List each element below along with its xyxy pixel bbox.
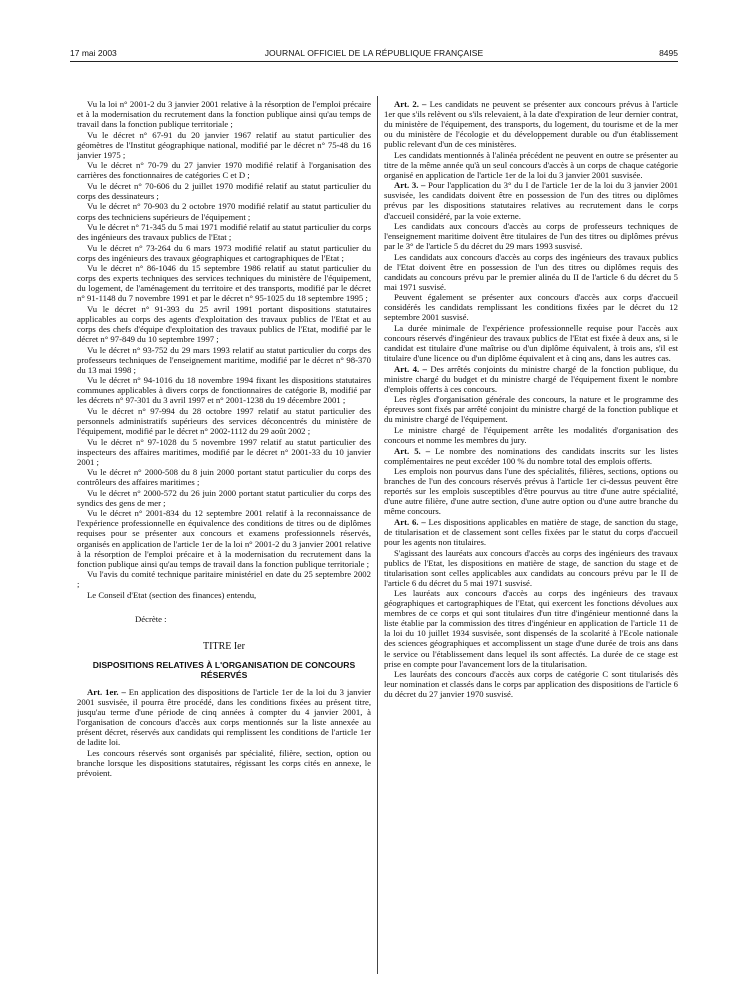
- header-rule: [70, 61, 678, 62]
- article-text: La durée minimale de l'expérience professionnelle requise pour l'accès aux concours réservés d'ingénieur des travaux publics de l'Etat est fixée à deux ans, si le candidat est titulaire d'une maîtrise ou d'un diplôme équivalent, à trois ans, s'il est titulaire d'une licence ou d'un diplôme équivalent et à cinq ans, dans les autres cas.: [384, 323, 678, 364]
- article-paragraph: [384, 588, 678, 668]
- article-label: Art. 3. –: [394, 180, 426, 191]
- article-paragraph: [384, 252, 678, 292]
- article-paragraph: Les concours réservés sont organisés par spécialité, filière, section, option ou branche lorsque les dispositions statutaires, régissant les corps cités en annexe, le prévoient.: [77, 747, 371, 778]
- article-text: Les lauréats des concours d'accès aux corps de catégorie C sont titularisés dès leur nomination et classés dans le corps par application des dispositions de l'article 6 du décret du 27 janvier 1970 susvisé.: [384, 669, 678, 700]
- article-paragraph: [384, 548, 678, 588]
- visa-paragraph: Vu le décret n° 97-1028 du 5 novembre 1997 relatif au statut particulier des inspecteurs des affaires maritimes, modifié par le décret n° 2001-33 du 10 janvier 2001 ;: [77, 436, 371, 467]
- visa-paragraph: Vu le décret n° 91-393 du 25 avril 1991 portant dispositions statutaires applicables au corps des agents d'exploitation des travaux publics de l'Etat et au corps des chefs d'équipe d'exploitation des travaux publics de l'Etat, modifié par le décret n° 97-849 du 10 septembre 1997 ;: [77, 303, 371, 345]
- header-date: 17 mai 2003: [70, 48, 117, 58]
- decrete-line: Décrète :: [135, 613, 167, 624]
- article-text: Le ministre chargé de l'équipement arrête les modalités d'organisation des concours et nomme les membres du jury.: [384, 425, 678, 446]
- article-text: Les candidats mentionnés à l'alinéa précédent ne peuvent en outre se présenter au titre de la même année qu'à un seul concours d'accès à un corps de chaque catégorie organisé en application de l'article 1er de la loi du 3 janvier 2001 susvisée.: [384, 149, 678, 180]
- article-label: Art. 6. –: [394, 516, 426, 527]
- article-text: Les emplois non pourvus dans l'une des spécialités, filières, sections, options ou branches de l'un des concours réservés prévus à l'article 1er ci-dessus peuvent être reportés sur les emplois susceptibles d'être pourvus au titre d'une autre spécialité, d'une autre filière, d'une autre section, d'une autre option ou d'une autre branche du même concours.: [384, 466, 678, 517]
- article-text: Les règles d'organisation générale des concours, la nature et le programme des épreuves sont fixés par arrêté conjoint du ministre chargé de la fonction publique et du ministre chargé de l'équipement.: [384, 394, 678, 425]
- article-paragraph-start: [384, 180, 678, 220]
- visa-paragraph: Vu le décret n° 70-903 du 2 octobre 1970 modifié relatif au statut particulier du corps des techniciens supérieurs de l'équipement ;: [77, 201, 371, 222]
- visa-paragraph: Vu le décret n° 2000-572 du 26 juin 2000 portant statut particulier du corps des syndics des gens de mer ;: [77, 487, 371, 508]
- journal-title: JOURNAL OFFICIEL DE LA RÉPUBLIQUE FRANÇAISE: [264, 48, 484, 58]
- article-paragraph: [384, 292, 678, 322]
- article-paragraph: [384, 425, 678, 445]
- article-text: Les candidats aux concours d'accès au corps de professeurs techniques de l'enseignement maritime doivent être titulaires de l'un des titres ou diplômes prévus par le 3° de l'article 5 du décret du 29 mars 1993 susvisé.: [384, 221, 678, 252]
- left-column: [77, 99, 371, 979]
- section-title: DISPOSITIONS RELATIVES À L'ORGANISATION DE CONCOURS RÉSERVÉS: [92, 659, 356, 681]
- visa-paragraph: Vu le décret n° 93-752 du 29 mars 1993 relatif au statut particulier du corps des professeurs techniques de l'enseignement maritime, modifié par le décret n° 98-370 du 13 mai 1998 ;: [77, 344, 371, 375]
- right-column: [384, 99, 678, 979]
- visa-paragraph: Vu le décret n° 97-994 du 28 octobre 1997 relatif au statut particulier des personnels administratifs supérieurs des services déconcentrés du ministère de l'équipement, modifié par le décret n° 2002-1112 du 29 août 2002 ;: [77, 405, 371, 436]
- article-1-paragraph: [77, 687, 371, 747]
- article-text: Peuvent également se présenter aux concours d'accès aux corps d'accueil considérés les candidats remplissant les conditions fixées par le décret du 12 septembre 2001 susvisé.: [384, 292, 678, 323]
- visa-paragraph: Vu la loi n° 2001-2 du 3 janvier 2001 relative à la résorption de l'emploi précaire et à la modernisation du recrutement dans la fonction publique ainsi qu'au temps de travail dans la fonction publique territoriale ;: [77, 99, 371, 130]
- article-text: Les dispositions applicables en matière de stage, de sanction du stage, de titularisation et de classement sont celles fixées par le statut du corps d'accueil pour les agents non titulaires.: [384, 516, 678, 548]
- article-text: En application des dispositions de l'article 1er de la loi du 3 janvier 2001 susvisée, il pourra être procédé, dans les conditions fixées au présent titre, jusqu'au terme d'une période de cinq années à compter du 4 janvier 2001, à l'organisation de concours d'accès aux corps mentionnés sur la liste annexée au présent décret, réservés aux candidats qui remplissent les conditions de l'article 1er de ladite loi.: [77, 686, 371, 748]
- article-text: Les candidats ne peuvent se présenter aux concours prévus à l'article 1er que s'ils relèvent ou s'ils relevaient, à la date d'expiration de leur dernier contrat, du ministère de l'équipement, des transports, du logement, du tourisme et de la mer ou du ministère de l'écologie et du développement durable ou d'un établissement public relevant d'un de ces ministères.: [384, 99, 678, 150]
- visa-paragraph: Vu le décret n° 70-79 du 27 janvier 1970 modifié relatif à l'organisation des carrières des fonctionnaires de catégories C et D ;: [77, 160, 371, 181]
- article-paragraph: [384, 323, 678, 363]
- visa-paragraph: Vu le décret n° 2000-508 du 8 juin 2000 portant statut particulier du corps des contrôleurs des affaires maritimes ;: [77, 467, 371, 488]
- visa-paragraph: Vu le décret n° 70-606 du 2 juillet 1970 modifié relatif au statut particulier du corps des dessinateurs ;: [77, 180, 371, 201]
- article-text: Les candidats aux concours d'accès au corps des ingénieurs des travaux publics de l'Etat doivent être en possession de l'un des titres ou diplômes requis des candidats au concours prévu par le premier alinéa du II de l'article 6 du décret du 5 mai 1971 susvisé.: [384, 251, 678, 292]
- article-paragraph: [384, 466, 678, 516]
- page-number: 8495: [659, 48, 678, 58]
- visa-paragraph: Vu le décret n° 73-264 du 6 mars 1973 modifié relatif au statut particulier du corps des ingénieurs des travaux géographiques et cartographiques de l'Etat ;: [77, 242, 371, 263]
- article-paragraph: [384, 221, 678, 251]
- article-text: S'agissant des lauréats aux concours d'accès au corps des ingénieurs des travaux publics de l'Etat, les dispositions en matière de stage, de sanction du stage et de titularisation sont celles applicables aux candidats au concours prévu par le II de l'article 6 du décret du 5 mai 1971 susvisé.: [384, 547, 678, 588]
- article-label: Art. 1er. –: [87, 686, 126, 697]
- article-label: Art. 4. –: [394, 363, 427, 374]
- visa-paragraph: Vu le décret n° 86-1046 du 15 septembre 1986 relatif au statut particulier du corps des experts techniques des services techniques du ministère de l'équipement, du logement, de l'aménagement du territoire et des transports, modifié par le décret n° 91-1148 du 7 novembre 1991 et par le décret n° 95-1025 du 18 septembre 1995 ;: [77, 263, 371, 304]
- article-text: Pour l'application du 3° du I de l'article 1er de la loi du 3 janvier 2001 susvisée, les candidats doivent être en possession de l'un des titres ou diplômes prévus par les dispositions statutaires relatives au recrutement dans le corps d'accueil considéré, par la voie externe.: [384, 180, 678, 221]
- visa-paragraph: Vu le décret n° 94-1016 du 18 novembre 1994 fixant les dispositions statutaires communes applicables à divers corps de fonctionnaires de catégorie B, modifié par les décrets n° 97-301 du 3 avril 1997 et n° 2001-1238 du 19 décembre 2001 ;: [77, 375, 371, 406]
- visa-paragraph: Vu le décret n° 2001-834 du 12 septembre 2001 relatif à la reconnaissance de l'expérience professionnelle en équivalence des conditions de titres ou de diplômes requises pour se présenter aux concours et examens professionnels réservés, organisés en application de l'article 1er de la loi n° 2001-2 du 3 janvier 2001 relative à la résorption de l'emploi précaire et à la modernisation du recrutement dans la fonction publique ainsi qu'au temps de travail dans la fonction publique territoriale ;: [77, 508, 371, 569]
- article-text: Des arrêtés conjoints du ministre chargé de la fonction publique, du ministre chargé du budget et du ministre chargé de l'équipement fixent le nombre d'emplois offerts à ces concours.: [384, 363, 678, 394]
- article-paragraph: [384, 669, 678, 699]
- article-paragraph: [384, 150, 678, 180]
- article-paragraph: [384, 394, 678, 424]
- article-paragraph-start: [384, 446, 678, 466]
- page-header: [70, 48, 678, 62]
- article-paragraph-start: [384, 364, 678, 394]
- visa-paragraph: Vu le décret n° 71-345 du 5 mai 1971 modifié relatif au statut particulier du corps des ingénieurs des travaux publics de l'Etat ;: [77, 222, 371, 243]
- article-paragraph-start: [384, 517, 678, 547]
- column-divider: [377, 96, 378, 974]
- article-label: Art. 5. –: [394, 445, 431, 456]
- article-paragraph-start: [384, 99, 678, 149]
- article-label: Art. 2. –: [394, 99, 427, 109]
- article-text: Les lauréats aux concours d'accès au corps des ingénieurs des travaux géographiques et cartographiques de l'Etat, qui exercent les fonctions dévolues aux membres de ce corps et qui sont titulaires d'un titre d'ingénieur mentionné dans la liste établie par la commission des titres d'ingénieur en application de l'article 11 de la loi du 10 juillet 1934 susvisée, sont dispensés de la scolarité à l'Ecole nationale des sciences géographiques et accomplissent un stage d'une durée de trois ans dans le service ou l'établissement dans lequel ils sont affectés. La durée de ce stage est prise en compte pour l'avancement lors de la titularisation.: [384, 588, 678, 669]
- titre-heading: TITRE Ier: [203, 640, 245, 652]
- visa-paragraph: Le Conseil d'Etat (section des finances) entendu,: [87, 589, 257, 600]
- visa-paragraph: Vu l'avis du comité technique paritaire ministériel en date du 25 septembre 2002 ;: [77, 569, 371, 590]
- visa-paragraph: Vu le décret n° 67-91 du 20 janvier 1967 relatif au statut particulier des géomètres de l'Institut géographique national, modifié par le décret n° 75-48 du 16 janvier 1975 ;: [77, 129, 371, 160]
- article-text: Le nombre des nominations des candidats inscrits sur les listes complémentaires ne peut excéder 100 % du nombre total des emplois offerts.: [384, 445, 678, 466]
